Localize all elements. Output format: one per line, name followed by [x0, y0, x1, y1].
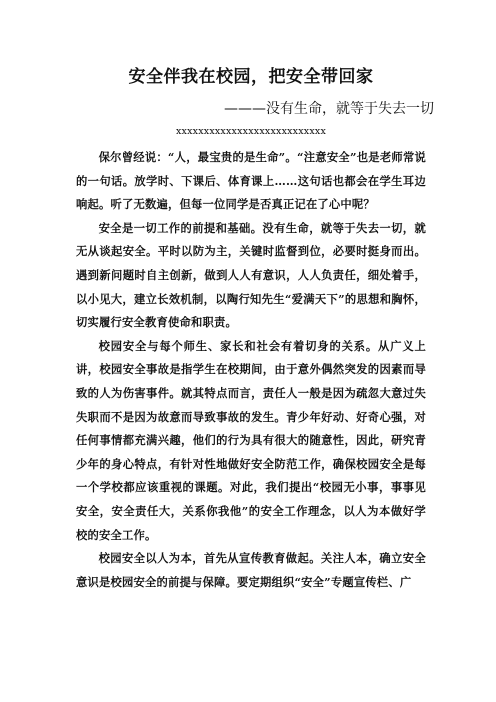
document-author: xxxxxxxxxxxxxxxxxxxxxxxxxxx [175, 126, 327, 137]
paragraph: 安全是一切工作的前提和基础。没有生命，就等于失去一切，就无从谈起安全。平时以防为主，关键时监督到位，必要时挺身而出。遇到新问题时自主创新，做到人人有意识，人人负责任，细处着手，以小见大，建立长效机制，以陶行知先生“爱满天下”的思想和胸怀，切实履行安全教育使命和职责。 [76, 220, 426, 330]
document-subtitle: ———没有生命，就等于失去一切 [224, 101, 434, 117]
paragraph: 校园安全以人为本，首先从宣传教育做起。关注人本，确立安全意识是校园安全的前提与保障。要定期组织“安全”专题宣传栏、广 [76, 551, 426, 589]
paragraph: 校园安全与每个师生、家长和社会有着切身的关系。从广义上讲，校园安全事故是指学生在校期间，由于意外偶然突发的因素而导致的人为伤害事件。就其特点而言，责任人一般是因为疏忽大意过失失职而不是因为故意而导致事故的发生。青少年好动、好奇心强，对任何事情都充满兴趣，他们的行为具有很大的随意性，因此，研究青少年的身心特点，有针对性地做好安全防范工作，确保校园安全是每一个学校都应该重视的课题。对此，我们提出“校园无小事，事事见安全，安全责任大，关系你我他”的安全工作理念，以人为本做好学校的安全工作。 [76, 338, 426, 542]
paragraph: 保尔曾经说：“人，最宝贵的是生命”。“注意安全”也是老师常说的一句话。放学时、下课后、体育课上……这句话也都会在学生耳边响起。听了无数遍，但每一位同学是否真正记在了心中呢？ [76, 150, 426, 212]
document-title: 安全伴我在校园，把安全带回家 [128, 67, 374, 87]
